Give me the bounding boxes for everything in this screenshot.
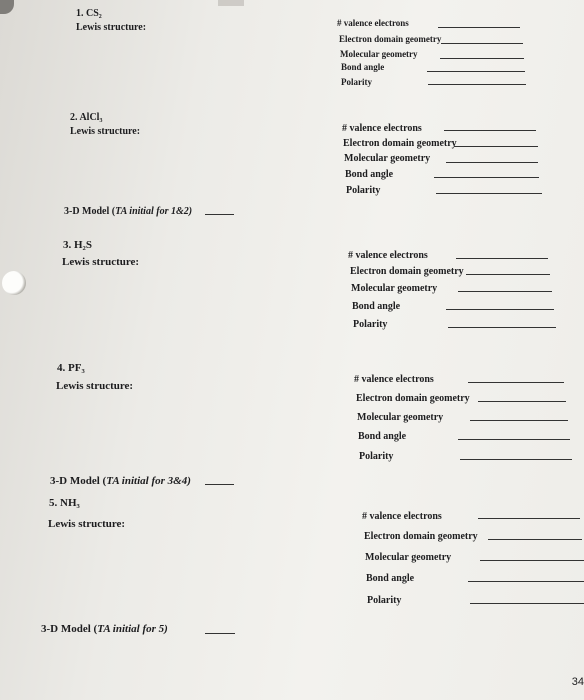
model-ta-text: TA initial for 5) [97, 623, 168, 635]
problem-4-number: 4. PF₃ [57, 362, 85, 374]
problem-2-mg: Molecular geometry [344, 153, 431, 164]
problem-3-valence: # valence electrons [348, 250, 428, 261]
model-5-blank[interactable] [205, 633, 235, 634]
problem-1-valence-blank[interactable] [438, 27, 520, 28]
problem-5-polarity: Polarity [367, 595, 402, 606]
problem-2-edg-blank[interactable] [454, 146, 538, 147]
model-label-text: 3-D Model ( [50, 475, 107, 487]
binder-hole [2, 271, 26, 295]
problem-5-valence: # valence electrons [362, 511, 442, 522]
problem-4-polarity: Polarity [359, 451, 394, 462]
problem-3-number: 3. H₂S [63, 239, 92, 251]
model-1-2-label [64, 207, 192, 217]
model-ta-text: TA initial for 3&4) [106, 475, 191, 487]
problem-2-angle-blank[interactable] [434, 177, 539, 178]
problem-5-angle-blank[interactable] [468, 581, 584, 582]
model-label-text: 3-D Model ( [41, 623, 98, 635]
problem-3-lewis-label: Lewis structure: [62, 256, 140, 268]
problem-4-polarity-blank[interactable] [460, 459, 572, 460]
problem-1-edg: Electron domain geometry [339, 34, 442, 44]
problem-3-valence-blank[interactable] [456, 258, 548, 259]
problem-1-valence: # valence electrons [337, 18, 409, 28]
problem-5-valence-blank[interactable] [478, 518, 580, 519]
problem-5-polarity-blank[interactable] [470, 603, 584, 604]
model-3-4-blank[interactable] [205, 484, 234, 485]
problem-1-angle-blank[interactable] [427, 71, 525, 72]
model-1-2-blank[interactable] [205, 214, 234, 215]
problem-2-edg: Electron domain geometry [343, 138, 457, 149]
problem-2-angle: Bond angle [345, 169, 394, 180]
problem-2-polarity: Polarity [346, 185, 381, 196]
problem-3-edg: Electron domain geometry [350, 266, 464, 277]
problem-5-number: 5. NH₃ [49, 497, 80, 509]
problem-1-angle: Bond angle [341, 62, 385, 72]
problem-4-mg-blank[interactable] [470, 420, 568, 421]
problem-4-valence: # valence electrons [354, 374, 434, 385]
problem-1-lewis-label: Lewis structure: [76, 22, 147, 33]
problem-3-polarity-blank[interactable] [448, 327, 556, 328]
problem-3-angle-blank[interactable] [446, 309, 554, 310]
problem-2-number: 2. AlCl₃ [70, 112, 103, 123]
problem-5-edg: Electron domain geometry [364, 531, 478, 542]
problem-5-mg: Molecular geometry [365, 552, 452, 563]
problem-5-angle: Bond angle [366, 573, 415, 584]
problem-4-angle: Bond angle [358, 431, 407, 442]
torn-edge [218, 0, 244, 6]
model-3-4-label [50, 476, 191, 487]
problem-2-mg-blank[interactable] [446, 162, 538, 163]
problem-2-valence: # valence electrons [342, 123, 422, 134]
problem-4-valence-blank[interactable] [468, 382, 564, 383]
problem-1-polarity-blank[interactable] [428, 84, 526, 85]
problem-2-polarity-blank[interactable] [436, 193, 542, 194]
problem-4-lewis-label: Lewis structure: [56, 380, 134, 392]
problem-3-edg-blank[interactable] [466, 274, 550, 275]
problem-4-edg: Electron domain geometry [356, 393, 470, 404]
problem-1-mg: Molecular geometry [340, 49, 418, 59]
problem-3-polarity: Polarity [353, 319, 388, 330]
problem-5-lewis-label: Lewis structure: [48, 518, 126, 530]
problem-4-angle-blank[interactable] [458, 439, 570, 440]
problem-1-number: 1. CS₂ [76, 8, 102, 19]
problem-3-angle: Bond angle [352, 301, 401, 312]
problem-2-lewis-label: Lewis structure: [70, 126, 141, 137]
model-ta-text: TA initial for 1&2) [115, 206, 193, 217]
problem-4-mg: Molecular geometry [357, 412, 444, 423]
corner-shadow [0, 0, 14, 14]
problem-5-edg-blank[interactable] [488, 539, 582, 540]
model-5-label [41, 624, 168, 635]
problem-2-valence-blank[interactable] [444, 130, 536, 131]
problem-1-mg-blank[interactable] [440, 58, 524, 59]
problem-1-polarity: Polarity [341, 77, 372, 87]
problem-3-mg-blank[interactable] [458, 291, 552, 292]
problem-4-edg-blank[interactable] [478, 401, 566, 402]
problem-5-mg-blank[interactable] [480, 560, 584, 561]
problem-3-mg: Molecular geometry [351, 283, 438, 294]
problem-1-edg-blank[interactable] [441, 43, 523, 44]
model-label-text: 3-D Model ( [64, 206, 116, 217]
page-number: 34 [571, 676, 584, 688]
